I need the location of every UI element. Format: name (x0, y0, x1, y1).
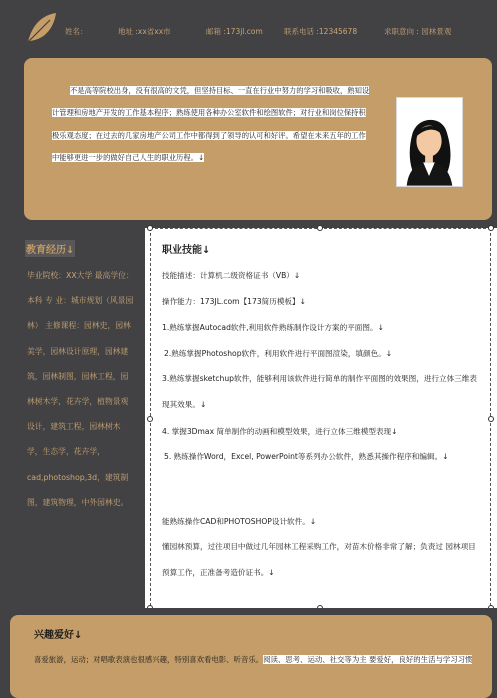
hobby-title: 兴趣爱好↓ (34, 630, 83, 641)
skills-title: 职业技能↓ (162, 245, 211, 256)
frame-handle[interactable] (317, 225, 323, 231)
leaf-icon (24, 11, 58, 45)
frame-handle[interactable] (147, 225, 153, 231)
education-body: 毕业院校：XX大学 最高学位：本科 专 业：城市规划（风景园林） 主修课程：园林史，园林美学，园林设计原理，园林建筑，园林制图，园林工程，园林树木学，花卉学，植物景观设计，建筑工程，园林树木学，生态学，花卉学，cad,photoshop,3d，建筑制图，建筑物理，中外园林史。 (27, 271, 134, 507)
skills-item-2: 2.熟练掌握Photoshop软件，利用软件进行平面图渲染，填颜色。↓ (164, 349, 393, 358)
skills-ability: 操作能力：173JL.com【173简历模板】↓ (162, 297, 306, 306)
header-phone: 联系电话 :12345678 (284, 27, 358, 36)
skills-cad: 能熟练操作CAD和PHOTOSHOP设计软件。↓ (162, 517, 317, 526)
education-title: 教育经历↓ (25, 240, 75, 257)
avatar (396, 97, 463, 187)
skills-item-5: 5. 熟练操作Word，Excel, PowerPoint等系列办公软件，熟悉其操作程序和编辑。↓ (164, 452, 449, 461)
skills-item-1: 1.熟练掌握Autocad软件,利用软件熟练制作设计方案的平面图。↓ (162, 323, 384, 332)
header-address: 地址 :xx省xx市 (118, 27, 171, 36)
intro-text: 不是高等院校出身，没有很高的文凭，但坚持目标、一直在行业中努力的学习和吸收，熟知设计管理和房地产开发的工作基本程序；熟练使用各种办公室软件和绘图软件；对行业和岗位保持积极乐观态度；在过去的几家房地产公司工作中都得到了领导的认可和好评。希望在未来五年的工作中能够更进一步的做好自己人生的职业历程。↓ (52, 86, 370, 163)
header-name: 姓名： (65, 27, 88, 36)
frame-handle[interactable] (488, 225, 494, 231)
skills-cert: 技能描述：计算机二级资格证书（VB）↓ (162, 271, 301, 280)
skills-budget: 懂园林预算，过往项目中做过几年园林工程采购工作，对苗木价格非常了解；负责过 园林项目预算工作，正准备考造价证书。↓ (162, 542, 476, 577)
frame-handle[interactable] (488, 416, 494, 422)
skills-item-3: 3.熟练掌握sketchup软件，能够利用该软件进行简单的制作平面图的效果图，进行立体三维表现其效果。↓ (162, 374, 477, 409)
skills-item-4: 4. 掌握3Dmax 简单制作的动画和模型效果，进行立体三维模型表现↓ (162, 427, 398, 436)
header-intent: 求职意向 : 园林景观 (384, 27, 452, 36)
header-email: 邮箱 :173jl.com (206, 27, 263, 36)
hobby-text: 喜爱旅游，运动；对唱歌表演也很感兴趣，特别喜欢看电影、听音乐。阅读、思考、运动、社交等为主 要爱好，良好的生活与学习习惯 (34, 655, 473, 664)
frame-handle[interactable] (147, 416, 153, 422)
